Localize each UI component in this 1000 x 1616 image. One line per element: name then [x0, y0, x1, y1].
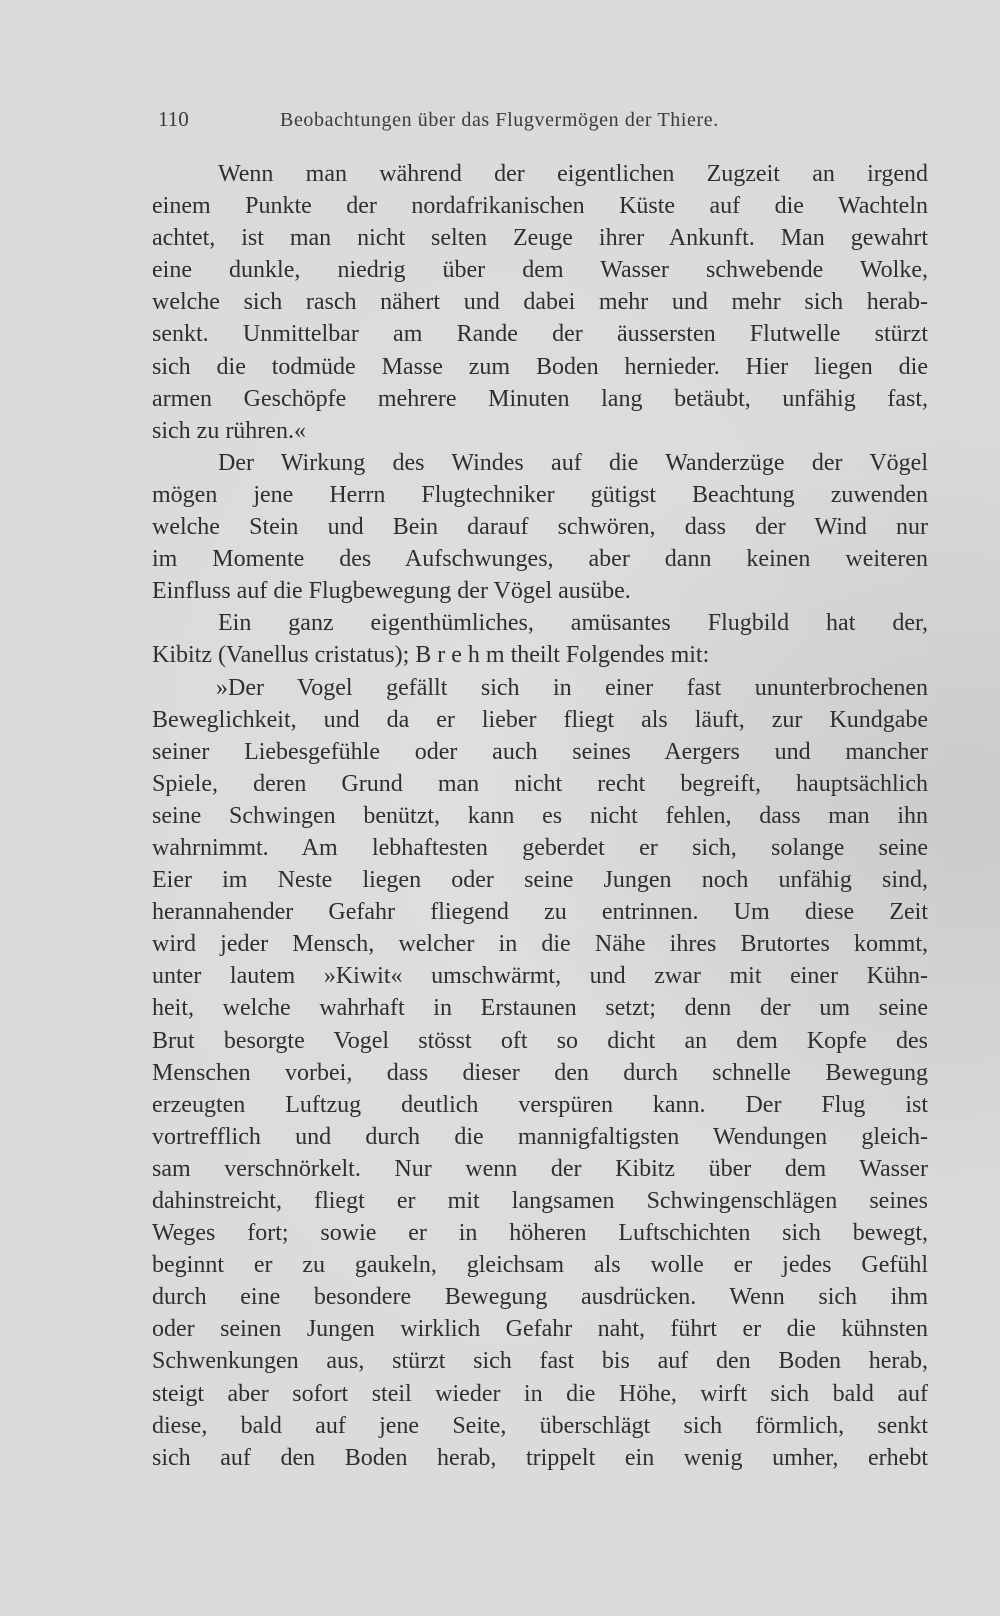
text-line: steigt aber sofort steil wieder in die Höhe, wirft sich bald auf: [152, 1380, 928, 1407]
text-line: Schwenkungen aus, stürzt sich fast bis auf den Boden herab,: [152, 1348, 928, 1375]
text-line: herannahender Gefahr fliegend zu entrinnen. Um diese Zeit: [152, 899, 928, 926]
text-line: »Der Vogel gefällt sich in einer fast ununterbrochenen: [216, 674, 928, 701]
running-head: Beobachtungen über das Flugvermögen der Thiere.: [280, 109, 719, 131]
text-line: Menschen vorbei, dass dieser den durch schnelle Bewegung: [152, 1059, 928, 1086]
text-line: im Momente des Aufschwunges, aber dann keinen weiteren: [152, 546, 928, 573]
text-line: sich die todmüde Masse zum Boden hernieder. Hier liegen die: [152, 353, 928, 380]
text-line: vortrefflich und durch die mannigfaltigsten Wendungen gleich-: [152, 1123, 928, 1150]
text-line: welche Stein und Bein darauf schwören, dass der Wind nur: [152, 514, 928, 541]
text-line: heit, welche wahrhaft in Erstaunen setzt; denn der um seine: [152, 995, 928, 1022]
text-line: wahrnimmt. Am lebhaftesten geberdet er sich, solange seine: [152, 834, 928, 861]
text-line: mögen jene Herrn Flugtechniker gütigst Beachtung zuwenden: [152, 481, 928, 508]
text-line: eine dunkle, niedrig über dem Wasser schwebende Wolke,: [152, 257, 928, 284]
text-line: diese, bald auf jene Seite, überschlägt sich förmlich, senkt: [152, 1412, 928, 1439]
text-line: Wenn man während der eigentlichen Zugzeit an irgend: [218, 161, 928, 187]
text-line: Kibitz (Vanellus cristatus); B r e h m theilt Folgendes mit:: [152, 642, 710, 669]
text-line: Spiele, deren Grund man nicht recht begreift, hauptsächlich: [152, 770, 928, 797]
text-line: Brut besorgte Vogel stösst oft so dicht an dem Kopfe des: [152, 1027, 928, 1054]
text-line: senkt. Unmittelbar am Rande der äussersten Flutwelle stürzt: [152, 321, 928, 348]
text-line: Ein ganz eigenthümliches, amüsantes Flugbild hat der,: [218, 610, 928, 637]
text-line: sich zu rühren.«: [152, 417, 306, 444]
text-line: welche sich rasch nähert und dabei mehr und mehr sich herab-: [152, 289, 928, 316]
text-line: einem Punkte der nordafrikanischen Küste auf die Wachteln: [152, 193, 928, 220]
text-line: oder seinen Jungen wirklich Gefahr naht, führt er die kühnsten: [152, 1316, 928, 1343]
text-line: seiner Liebesgefühle oder auch seines Aergers und mancher: [152, 738, 928, 765]
text-line: beginnt er zu gaukeln, gleichsam als wolle er jedes Gefühl: [152, 1252, 928, 1279]
page-number: 110: [158, 107, 189, 131]
text-line: Der Wirkung des Windes auf die Wanderzüge der Vögel: [218, 449, 928, 476]
text-line: Eier im Neste liegen oder seine Jungen noch unfähig sind,: [152, 867, 928, 894]
text-line: unter lautem »Kiwit« umschwärmt, und zwar mit einer Kühn-: [152, 963, 928, 990]
page-header: [158, 107, 818, 137]
text-line: Einfluss auf die Flugbewegung der Vögel ausübe.: [152, 578, 631, 605]
text-line: achtet, ist man nicht selten Zeuge ihrer Ankunft. Man gewahrt: [152, 225, 928, 252]
text-line: dahinstreicht, fliegt er mit langsamen Schwingenschlägen seines: [152, 1188, 928, 1214]
text-line: durch eine besondere Bewegung ausdrücken. Wenn sich ihm: [152, 1284, 928, 1311]
text-line: Beweglichkeit, und da er lieber fliegt als läuft, zur Kundgabe: [152, 706, 928, 733]
text-line: sam verschnörkelt. Nur wenn der Kibitz über dem Wasser: [152, 1155, 928, 1182]
text-line: Weges fort; sowie er in höheren Luftschichten sich bewegt,: [152, 1220, 928, 1247]
text-line: sich auf den Boden herab, trippelt ein wenig umher, erhebt: [152, 1444, 928, 1471]
text-line: armen Geschöpfe mehrere Minuten lang betäubt, unfähig fast,: [152, 385, 928, 412]
text-line: wird jeder Mensch, welcher in die Nähe ihres Brutortes kommt,: [152, 931, 928, 958]
text-line: erzeugten Luftzug deutlich verspüren kann. Der Flug ist: [152, 1091, 928, 1118]
body-text: [152, 158, 928, 1474]
text-line: seine Schwingen benützt, kann es nicht fehlen, dass man ihn: [152, 802, 928, 829]
